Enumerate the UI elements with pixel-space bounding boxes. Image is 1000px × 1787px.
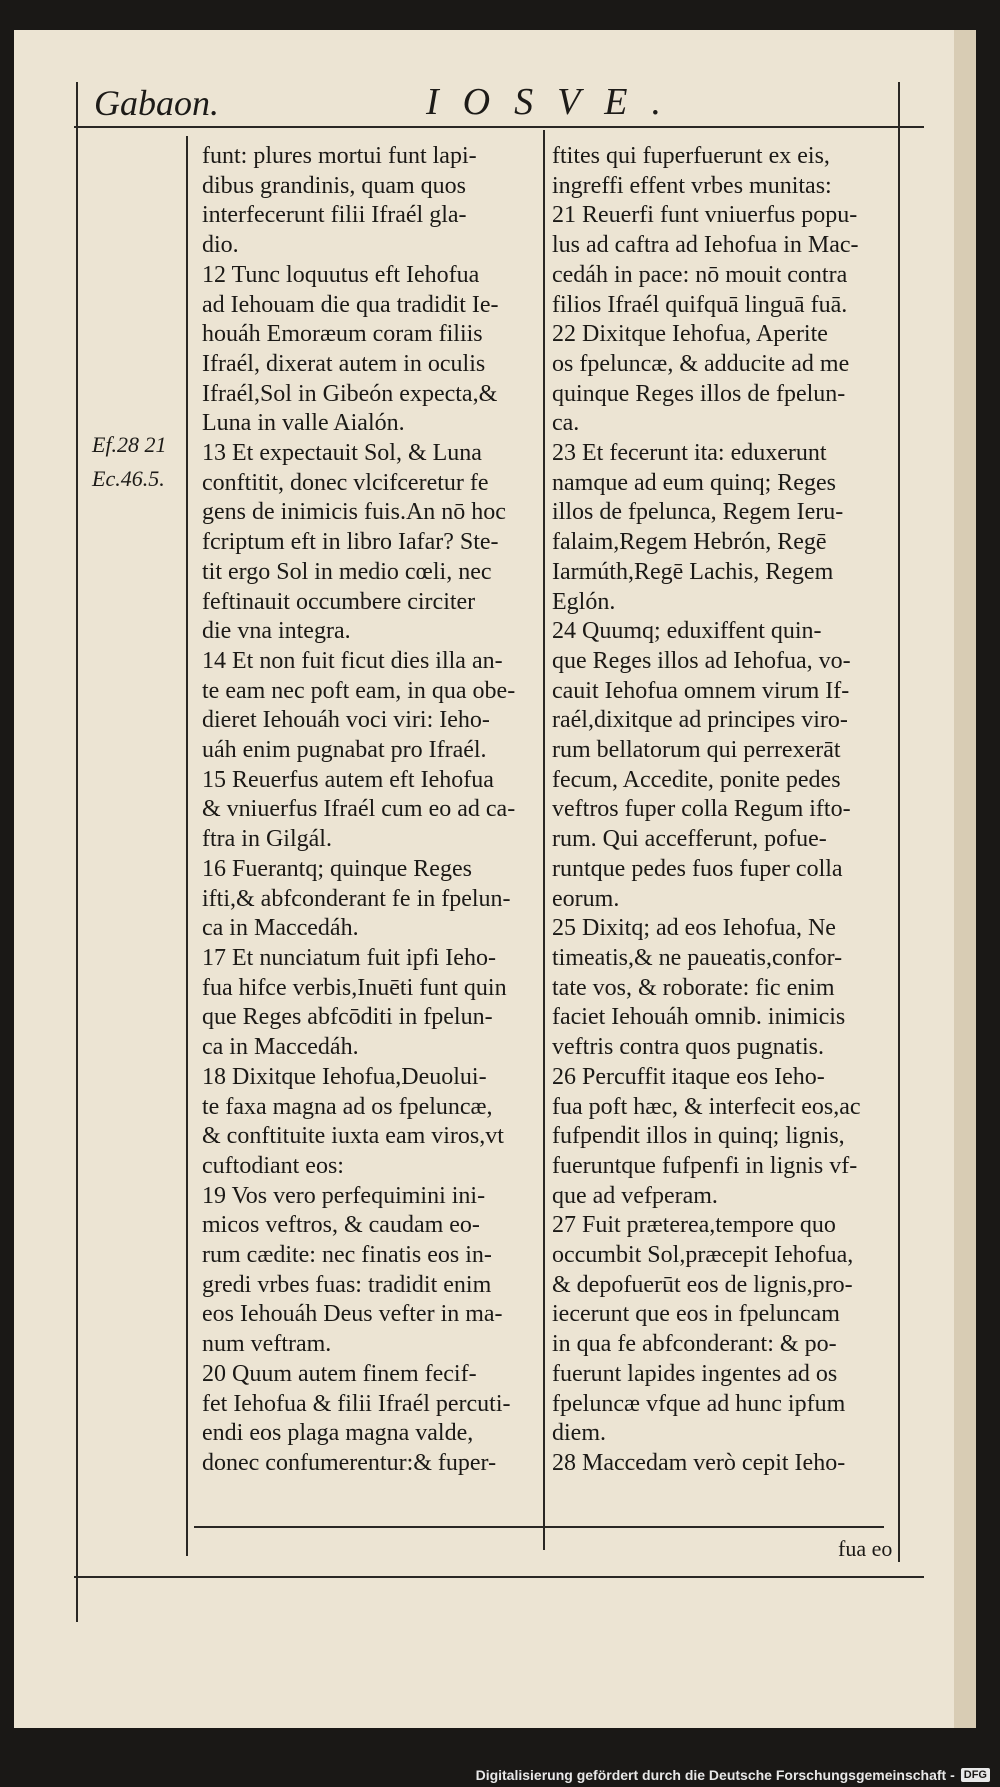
text-line: diem.	[552, 1420, 606, 1447]
margin-note: Ec.46.5.	[92, 466, 165, 491]
text-line: fua hifce verbis,Inuēti funt quin	[202, 974, 507, 1001]
text-line: fecum, Accedite, ponite pedes	[552, 766, 841, 793]
text-line: rum bellatorum qui perrexerāt	[552, 737, 841, 764]
text-line: ca in Maccedáh.	[202, 915, 359, 942]
text-line: cauit Iehofua omnem virum If-	[552, 677, 850, 704]
text-line: uáh enim pugnabat pro Ifraél.	[202, 737, 487, 764]
text-line: veftris contra quos pugnatis.	[552, 1034, 824, 1061]
text-line: Luna in valle Aialón.	[202, 410, 405, 437]
left-border-rule	[76, 82, 78, 1622]
footer-rule	[194, 1526, 884, 1528]
running-head: Gabaon.	[94, 83, 219, 123]
text-line: te faxa magna ad os fpeluncæ,	[202, 1093, 493, 1120]
text-line: cuftodiant eos:	[202, 1152, 344, 1179]
text-line: que Reges abfcōditi in fpelun-	[202, 1004, 493, 1031]
text-line: fueruntque fufpenfi in lignis vf-	[552, 1152, 858, 1179]
text-line: fufpendit illos in quinq; lignis,	[552, 1123, 845, 1150]
text-line: fcriptum eft in libro Iafar? Ste-	[202, 529, 499, 556]
text-line: dieret Iehouáh voci viri: Ieho-	[202, 707, 490, 734]
text-line: funt: plures mortui funt lapi-	[202, 143, 477, 169]
text-line: num veftram.	[202, 1331, 332, 1358]
text-line: occumbit Sol,præcepit Iehofua,	[552, 1242, 854, 1269]
text-line: 28 Maccedam verò cepit Ieho-	[552, 1449, 846, 1476]
text-line: Ifraél, dixerat autem in oculis	[202, 350, 486, 377]
text-line: tate vos, & roborate: fic enim	[552, 974, 835, 1001]
text-line: 24 Quumq; eduxiffent quin-	[552, 618, 822, 645]
text-line: veftros fuper colla Regum ifto-	[552, 796, 851, 823]
text-column-right	[552, 142, 875, 1479]
text-line: donec confumerentur:& fuper-	[202, 1449, 497, 1476]
text-line: fet Iehofua & filii Ifraél percuti-	[202, 1390, 511, 1417]
text-line: fua poft hæc, & interfecit eos,ac	[552, 1093, 861, 1120]
text-line: interfecerunt filii Ifraél gla-	[202, 202, 467, 229]
text-line: 27 Fuit præterea,tempore quo	[552, 1212, 836, 1239]
text-line: tit ergo Sol in medio cœli, nec	[202, 558, 492, 585]
text-line: in qua fe abfconderant: & po-	[552, 1331, 837, 1358]
text-line: fpeluncæ vfque ad hunc ipfum	[552, 1390, 846, 1417]
text-line: 13 Et expectauit Sol, & Luna	[202, 440, 482, 467]
text-line: ftites qui fuperfuerunt ex eis,	[552, 143, 830, 169]
bottom-rule	[74, 1576, 924, 1578]
text-line: 23 Et fecerunt ita: eduxerunt	[552, 440, 827, 467]
text-line: 15 Reuerfus autem eft Iehofua	[202, 766, 494, 793]
text-line: os fpeluncæ, & adducite ad me	[552, 350, 850, 377]
text-line: Iarmúth,Regē Lachis, Regem	[552, 558, 834, 585]
text-line: ca in Maccedáh.	[202, 1034, 359, 1061]
text-line: & depofuerūt eos de lignis,pro-	[552, 1271, 853, 1298]
text-line: 14 Et non fuit ficut dies illa an-	[202, 647, 503, 674]
text-line: feftinauit occumbere circiter	[202, 588, 476, 615]
text-line: endi eos plaga magna valde,	[202, 1420, 474, 1447]
page-edge	[954, 30, 976, 1728]
column-divider-rule	[543, 130, 545, 1550]
text-line: 25 Dixitq; ad eos Iehofua, Ne	[552, 915, 836, 942]
text-line: runtque pedes fuos fuper colla	[552, 855, 843, 882]
text-line: 22 Dixitque Iehofua, Aperite	[552, 321, 828, 348]
text-line: ingreffi effent vrbes munitas:	[552, 172, 832, 199]
text-line: fuerunt lapides ingentes ad os	[552, 1360, 838, 1387]
margin-note: Ef.28 21	[92, 432, 167, 457]
text-column-left	[202, 142, 525, 1479]
text-line: timeatis,& ne paueatis,confor-	[552, 944, 843, 971]
margin-notes	[92, 428, 178, 496]
text-line: 17 Et nunciatum fuit ipfi Ieho-	[202, 944, 496, 971]
text-line: te eam nec poft eam, in qua obe-	[202, 677, 516, 704]
text-line: ca.	[552, 410, 580, 437]
text-line: dio.	[202, 232, 239, 259]
dfg-logo: DFG	[961, 1768, 990, 1782]
text-line: dibus grandinis, quam quos	[202, 172, 466, 199]
text-line: que ad vefperam.	[552, 1182, 718, 1209]
text-line: & conftituite iuxta eam viros,vt	[202, 1123, 504, 1150]
text-line: faciet Iehouáh omnib. inimicis	[552, 1004, 846, 1031]
text-line: 18 Dixitque Iehofua,Deuolui-	[202, 1063, 487, 1090]
text-line: die vna integra.	[202, 618, 351, 645]
text-line: 19 Vos vero perfequimini ini-	[202, 1182, 486, 1209]
text-line: rum. Qui accefferunt, pofue-	[552, 826, 827, 853]
text-line: houáh Emoræum coram filiis	[202, 321, 483, 348]
text-line: 16 Fuerantq; quinque Reges	[202, 855, 472, 882]
text-line: Ifraél,Sol in Gibeón expecta,&	[202, 380, 498, 407]
text-line: 20 Quum autem finem fecif-	[202, 1360, 477, 1387]
text-line: filios Ifraél quifquā linguā fuā.	[552, 291, 848, 318]
right-border-rule	[898, 82, 900, 1562]
text-line: ifti,& abfconderant fe in fpelun-	[202, 885, 511, 912]
text-line: gens de inimicis fuis.An nō hoc	[202, 499, 506, 526]
text-line: illos de fpelunca, Regem Ieru-	[552, 499, 844, 526]
text-line: iecerunt que eos in fpeluncam	[552, 1301, 840, 1328]
text-line: micos veftros, & caudam eo-	[202, 1212, 480, 1239]
text-line: ftra in Gilgál.	[202, 826, 332, 853]
header-rule	[74, 126, 924, 128]
page-title: IOSVE.	[426, 81, 686, 123]
text-line: eorum.	[552, 885, 620, 912]
text-line: raél,dixitque ad principes viro-	[552, 707, 848, 734]
catchword: fua eo	[838, 1536, 893, 1561]
text-line: namque ad eum quinq; Reges	[552, 469, 836, 496]
text-line: falaim,Regem Hebrón, Regē	[552, 529, 827, 556]
footer-text: Digitalisierung gefördert durch die Deutsche Forschungsgemeinschaft -	[475, 1767, 955, 1783]
text-line: conftitit, donec vlcifceretur fe	[202, 469, 489, 496]
text-line: 12 Tunc loquutus eft Iehofua	[202, 261, 480, 288]
text-line: 21 Reuerfi funt vniuerfus popu-	[552, 202, 858, 229]
text-line: que Reges illos ad Iehofua, vo-	[552, 647, 851, 674]
text-line: quinque Reges illos de fpelun-	[552, 380, 846, 407]
text-line: eos Iehouáh Deus vefter in ma-	[202, 1301, 503, 1328]
book-page	[14, 30, 976, 1728]
text-line: lus ad caftra ad Iehofua in Mac-	[552, 232, 859, 259]
text-line: gredi vrbes fuas: tradidit enim	[202, 1271, 492, 1298]
text-line: cedáh in pace: nō mouit contra	[552, 261, 848, 288]
text-line: 26 Percuffit itaque eos Ieho-	[552, 1063, 825, 1090]
text-line: ad Iehouam die qua tradidit Ie-	[202, 291, 499, 318]
text-line: rum cædite: nec finatis eos in-	[202, 1242, 492, 1269]
digitization-footer	[476, 1767, 990, 1783]
margin-divider-rule	[186, 136, 188, 1556]
text-line: Eglón.	[552, 588, 616, 615]
text-line: & vniuerfus Ifraél cum eo ad ca-	[202, 796, 516, 823]
